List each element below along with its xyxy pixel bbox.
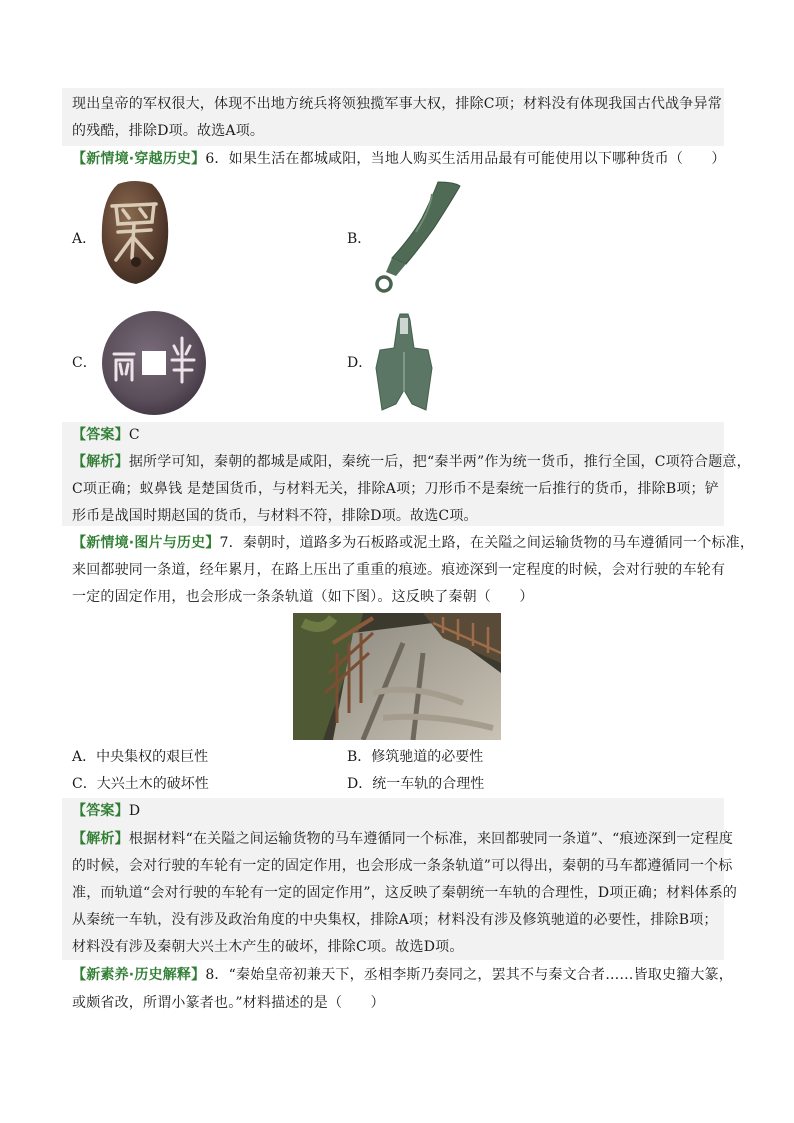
spade-coin-image [374, 310, 434, 414]
top-explanation-line-2: 的残酷，排除D项。故选A项。 [72, 123, 265, 139]
question-6-stem [72, 149, 726, 169]
q6-answer [72, 425, 140, 445]
option-a-label: A． [72, 231, 97, 247]
analysis-tag: 【解析】 [72, 831, 129, 847]
ancient-rut-road-photo [293, 613, 501, 740]
q7-option-b: B．修筑驰道的必要性 [347, 749, 484, 765]
option-c-label: C． [72, 355, 97, 371]
q6-analysis-line-3: 形币是战国时期赵国的货币，与材料不符，排除D项。故选C项。 [72, 508, 478, 524]
analysis-tag: 【解析】 [72, 454, 129, 470]
q6-analysis-line-1 [72, 452, 751, 472]
answer-value: C [128, 427, 140, 443]
q7-analysis-shade [62, 798, 724, 960]
answer-value: D [128, 803, 141, 819]
question-8-stem-line-1 [72, 965, 733, 985]
answer-tag: 【答案】 [72, 803, 129, 819]
q7-option-c: C．大兴土木的破坏性 [72, 776, 209, 792]
q7-option-d: D．统一车轨的合理性 [347, 776, 485, 792]
question-7-tag: 【新情境·图片与历史】 [72, 535, 220, 551]
question-8-stem-line-2: 或颇省改，所谓小篆者也。”材料描述的是（ ） [72, 995, 385, 1011]
question-7-stem-line-3: 一定的固定作用，也会形成一条条轨道（如下图）。这反映了秦朝（ ） [72, 589, 534, 605]
q7-analysis-line-1 [72, 829, 733, 849]
question-7-stem-line-2: 来回都驶同一条道，经年累月，在路上压出了重重的痕迹。痕迹深到一定程度的时候，会对行驶的车轮有 [72, 562, 726, 578]
q7-option-a: A．中央集权的艰巨性 [72, 749, 209, 765]
analysis-text: 据所学可知，秦朝的都城是咸阳，秦统一后，把“秦半两”作为统一货币，推行全国，C项符合题意， [128, 454, 751, 470]
q6-analysis-line-2: C项正确；蚁鼻钱 是楚国货币，与材料无关，排除A项；刀形币不是秦统一后推行的货币，排除B项；铲 [72, 481, 719, 497]
question-7-text: 7．秦朝时，道路多为石板路或泥土路，在关隘之间运输货物的马车遵循同一个标准， [219, 535, 755, 551]
q7-analysis-line-2: 的时候，会对行驶的车轮有一定的固定作用，也会形成一条条轨道”可以得出，秦朝的马车都遵循同一个标 [72, 858, 733, 874]
q7-answer [72, 801, 140, 821]
knife-coin-image [372, 180, 462, 296]
answer-tag: 【答案】 [72, 427, 129, 443]
option-b-label: B． [347, 231, 372, 247]
ban-liang-coin-image [100, 310, 208, 416]
q7-analysis-line-5: 材料没有涉及秦朝大兴土木产生的破坏，排除C项。故选D项。 [72, 939, 464, 955]
q7-analysis-line-4: 从秦统一车轨，没有涉及政治角度的中央集权，排除A项；材料没有涉及修筑驰道的必要性，排除B项； [72, 912, 718, 928]
question-8-text: 8．“秦始皇帝初兼天下，丞相李斯乃奏同之，罢其不与秦文合者……皆取史籀大篆， [205, 967, 733, 983]
ant-nose-coin-image [96, 180, 174, 288]
option-d-label: D． [347, 355, 373, 371]
top-explanation-line-1: 现出皇帝的军权很大，体现不出地方统兵将领独揽军事大权，排除C项；材料没有体现我国古代战争异常 [72, 96, 722, 112]
question-6-text: 6．如果生活在都城咸阳，当地人购买生活用品最有可能使用以下哪种货币（ ） [205, 151, 726, 167]
question-8-tag: 【新素养·历史解释】 [72, 967, 206, 983]
question-7-stem-line-1 [72, 533, 754, 553]
analysis-text: 根据材料“在关隘之间运输货物的马车遵循同一个标准，来回都驶同一条道”、“痕迹深到一定程度 [128, 831, 734, 847]
q7-analysis-line-3: 准，而轨道“会对行驶的车轮有一定的固定作用”，这反映了秦朝统一车轨的合理性，D项正确；材料体系的 [72, 885, 738, 901]
question-6-tag: 【新情境·穿越历史】 [72, 151, 206, 167]
